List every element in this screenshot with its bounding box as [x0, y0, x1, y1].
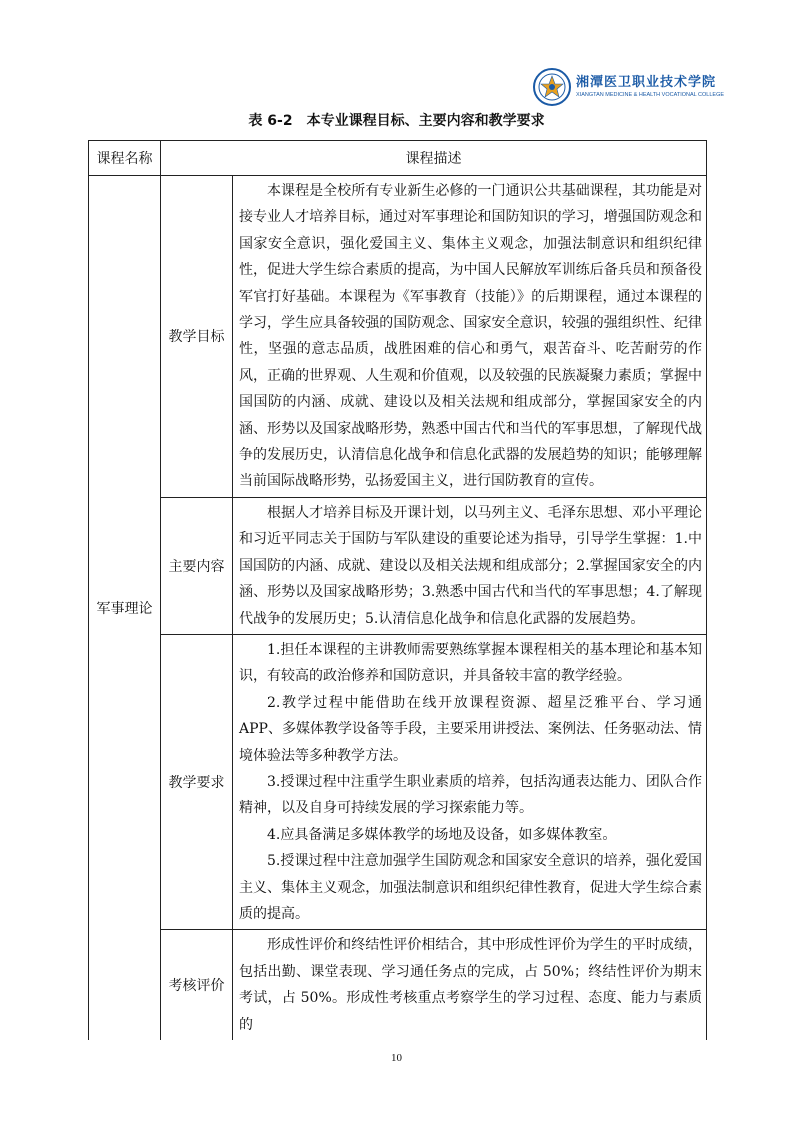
teaching-requirements-description	[233, 634, 707, 929]
college-emblem-icon	[532, 67, 572, 107]
assessment-paragraph: 形成性评价和终结性评价相结合，其中形成性评价为学生的平时成绩，包括出勤、课堂表现、学习通任务点的完成，占 50%；终结性评价为期末考试，占 50%。形成性考核重点考察学生的学习过程、态度、能力与素质的	[239, 937, 702, 1033]
requirement-item-4: 4.应具备满足多媒体教学的场地及设备，如多媒体教室。	[267, 826, 617, 843]
table-caption: 表 6-2 本专业课程目标、主要内容和教学要求	[248, 113, 545, 129]
header-course-description: 课程描述	[161, 141, 707, 176]
college-name-en: XIANGTAN MEDICINE & HEALTH VOCATIONAL COLLEGE	[576, 92, 725, 98]
college-name-cn: 湘潭医卫职业技术学院	[576, 75, 717, 90]
requirement-item-1: 1.担任本课程的主讲教师需要熟练掌握本课程相关的基本理论和基本知识，有较高的政治修养和国防意识，并具备较丰富的教学经验。	[239, 641, 702, 685]
header-course-name: 课程名称	[89, 141, 161, 176]
row-label-teaching-requirements: 教学要求	[161, 634, 233, 929]
college-logo	[532, 64, 725, 114]
row-label-main-content: 主要内容	[161, 497, 233, 634]
requirement-item-5: 5.授课过程中注意加强学生国防观念和国家安全意识的培养，强化爱国主义、集体主义观念，加强法制意识和组织纪律性教育，促进大学生综合素质的提高。	[239, 853, 702, 922]
page-number: 10	[391, 1052, 402, 1064]
requirement-item-3: 3.授课过程中注重学生职业素质的培养，包括沟通表达能力、团队合作精神，以及自身可持续发展的学习探索能力等。	[239, 773, 702, 817]
objectives-paragraph: 本课程是全校所有专业新生必修的一门通识公共基础课程，其功能是对接专业人才培养目标，通过对军事理论和国防知识的学习，增强国防观念和国家安全意识，强化爱国主义、集体主义观念，加强法制意识和组织纪律性，促进大学生综合素质的提高，为中国人民解放军训练后备兵员和预备役军官打好基础。本课程为《军事教育（技能）》的后期课程，通过本课程的学习，学生应具备较强的国防观念、国家安全意识，较强的强组织性、纪律性，坚强的意志品质，战胜困难的信心和勇气，艰苦奋斗、吃苦耐劳的作风，正确的世界观、人生观和价值观，以及较强的民族凝聚力素质；掌握中国国防的内涵、成就、建设以及相关法规和组成部分，掌握国家安全的内涵、形势以及国家战略形势，熟悉中国古代和当代的军事思想，了解现代战争的发展历史，认清信息化战争和信息化武器的发展趋势的知识；能够理解当前国际战略形势，弘扬爱国主义，进行国防教育的宣传。	[239, 183, 702, 490]
requirement-item-2: 2.教学过程中能借助在线开放课程资源、超星泛雅平台、学习通 APP、多媒体教学设备等手段，主要采用讲授法、案例法、任务驱动法、情境体验法等多种教学方法。	[239, 694, 702, 764]
course-table	[88, 140, 707, 1040]
row-label-assessment: 考核评价	[161, 930, 233, 1040]
main-content-paragraph: 根据人才培养目标及开课计划，以马列主义、毛泽东思想、邓小平理论和习近平同志关于国防与军队建设的重要论述为指导，引导学生掌握：1.中国国防的内涵、成就、建设以及相关法规和组成部分；2.掌握国家安全的内涵、形势以及国家战略形势；3.熟悉中国古代和当代的军事思想；4.了解现代战争的发展历史；5.认清信息化战争和信息化武器的发展趋势。	[239, 504, 702, 627]
row-label-objectives: 教学目标	[161, 176, 233, 498]
main-content-description	[233, 497, 707, 634]
course-name-cell: 军事理论	[89, 176, 161, 1041]
objectives-description	[233, 176, 707, 498]
assessment-description	[233, 930, 707, 1040]
